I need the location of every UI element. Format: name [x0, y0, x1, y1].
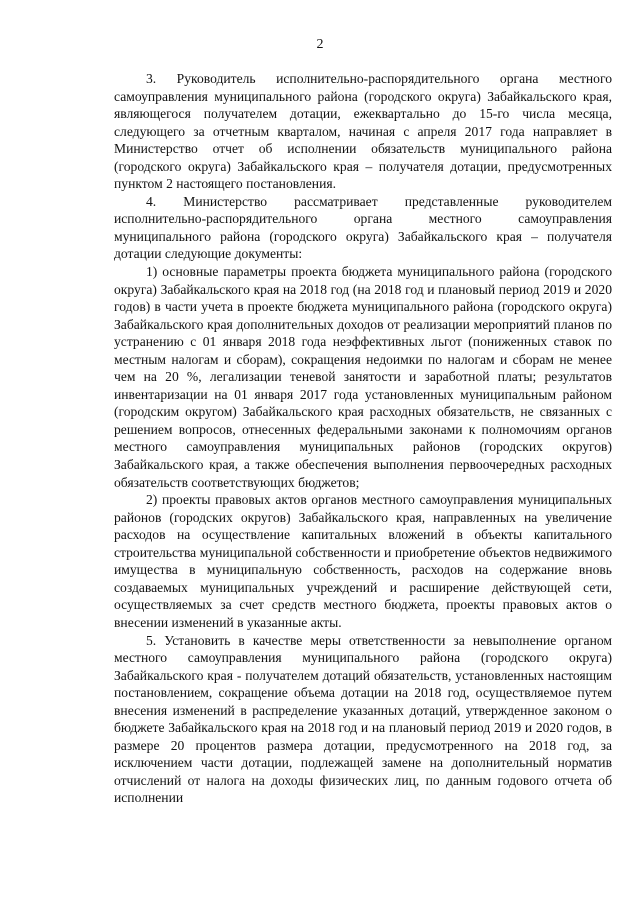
paragraph-5: 5. Установить в качестве меры ответственности за невыполнение органом местного самоуправления муниципального района (городского округа) Забайкальского края - получателем дотаций обязательств, установленных настоящим постановлением, сокращение объема дотации на 2018 год, осуществляемое путем внесения изменений в распределение указанных дотаций, утвержденное законом о бюджете Забайкальского края на 2018 год и на плановый период 2019 и 2020 годов, в размере 20 процентов размера дотации, предусмотренного на 2018 год, за исключением части дотации, подлежащей замене на дополнительный норматив отчислений от налога на доходы физических лиц, по данным годового отчета об исполнении [114, 632, 612, 806]
document-body [114, 70, 612, 807]
paragraph-3: 3. Руководитель исполнительно-распорядительного органа местного самоуправления муниципального района (городского округа) Забайкальского края, являющегося получателем дотации, ежеквартально до 15-го числа месяца, следующего за отчетным кварталом, начиная с апреля 2017 года направляет в Министерство отчет об исполнении обязательств муниципального района (городского округа) Забайкальского края – получателя дотации, предусмотренных пунктом 2 настоящего постановления. [114, 71, 612, 192]
paragraph-4-item-1: 1) основные параметры проекта бюджета муниципального района (городского округа) Забайкальского края на 2018 год (на 2018 год и плановый период 2019 и 2020 годов) в части учета в проекте бюджета муниципального района (городского округа) Забайкальского края дополнительных доходов от реализации мероприятий планов по устранению с 01 января 2018 года неэффективных льгот (пониженных ставок по местным налогам и сборам), сокращения недоимки по налогам и сборам не менее чем на 20 %, легализации теневой занятости и заработной платы; результатов инвентаризации на 01 января 2017 года установленных муниципальным районом (городским округом) Забайкальского края расходных обязательств, не связанных с решением вопросов, отнесенных федеральными законами к полномочиям органов местного самоуправления муниципальных районов (городских округов) Забайкальского края, а также обеспечения выполнения первоочередных расходных обязательств соответствующих бюджетов; [114, 264, 612, 490]
paragraph-4: 4. Министерство рассматривает представленные руководителем исполнительно-распорядительного органа местного самоуправления муниципального района (городского округа) Забайкальского края – получателя дотации следующие документы: [114, 193, 612, 262]
paragraph-4-item-2: 2) проекты правовых актов органов местного самоуправления муниципальных районов (городских округов) Забайкальского края, направленных на увеличение расходов на осуществление капитальных вложений в объекты капитального строительства муниципальной собственности и приобретение объектов недвижимого имущества в муниципальную собственность, расходов на содержание вновь создаваемых муниципальных учреждений и расширение действующей сети, осуществляемых за счет средств местного бюджета, проекты правовых актов о внесении изменений в указанные акты. [114, 492, 612, 630]
page-number: 2 [316, 37, 324, 52]
